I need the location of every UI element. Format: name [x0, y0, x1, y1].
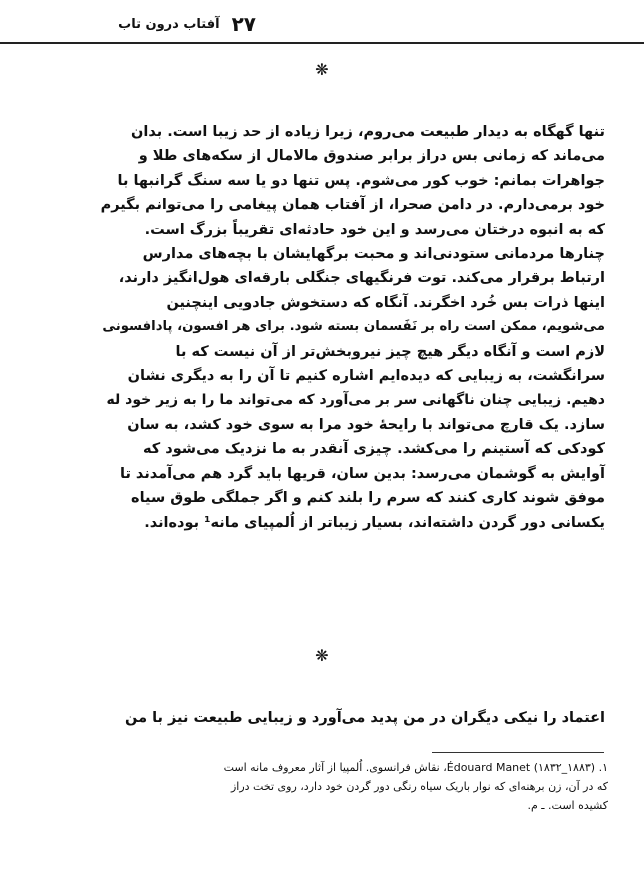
- text-line: آوایش به گوشمان می‌رسد: بدین سان، قریها باید گرد هم می‌آمدند تا: [120, 465, 605, 482]
- text-line: می‌شویم، ممکن است راه بر نَفَسمان بسته شود. برای هر افسون، پادافسونی: [102, 319, 605, 335]
- page-number: ۲۷: [231, 12, 256, 36]
- closing-line: اعتماد را نیکی دیگران در من پدید می‌آورد و زیبایی طبیعت نیز با من: [125, 710, 605, 726]
- text-line: چنارها مردمانی ستودنی‌اند و محبت برگهایشان با بچه‌های مدارس: [142, 246, 605, 263]
- section-ornament-mid: ❋: [315, 646, 329, 665]
- text-line: اینها ذرات بس خُرد اخگرند. آنگاه که دستخوش جادویی اینچنین: [166, 294, 605, 311]
- header-rule: [0, 42, 644, 44]
- footnote-line: که در آن، زن برهنه‌ای که نوار باریک سیاه رنگی دور گردن خود دارد، روی تخت دراز: [230, 780, 608, 793]
- text-line: جواهرات بمانم: خوب کور می‌شوم. پس تنها دو یا سه سنگ گرانبها با: [117, 172, 605, 189]
- text-line: خود برمی‌دارم. در دامن صحرا، از آفتاب همان پیغامی را می‌توانم بگیرم: [100, 197, 605, 214]
- section-ornament-top: ❋: [315, 60, 329, 79]
- text-line: لازم است و آنگاه دیگر هیچ چیز نیروبخش‌تر از آن نیست که با: [175, 343, 605, 360]
- footnote: [96, 758, 608, 815]
- text-line: که به انبوه درختان می‌رسد و این خود حادثه‌ای تقریباً بزرگ است.: [144, 221, 605, 238]
- text-line: کودکی که آستینم را می‌کشد. چیزی آنقدر به ما نزدیک می‌شود که: [143, 441, 605, 458]
- text-line: موفق شوند کاری کنند که سرم را بلند کنم و اگر جملگی طوق سیاه: [131, 490, 605, 507]
- running-title: آفتاب درون تاب: [118, 16, 220, 32]
- footnote-line: کشیده است. ـ م.: [527, 799, 608, 812]
- text-line: سرانگشت، به زیبایی که دیده‌ایم اشاره کنیم تا آن را به دیگری نشان: [127, 368, 605, 385]
- text-line: می‌ماند که زمانی بس دراز برابر صندوق مالامال از سکه‌های طلا و: [138, 148, 605, 165]
- text-line: یکسانی دور گردن داشته‌اند، بسیار زیباتر از اُلمپیای مانه¹ بوده‌اند.: [144, 514, 605, 531]
- text-line: ارتباط برقرار می‌کند. توت فرنگیهای جنگلی بارقه‌ای هول‌انگیز دارند،: [118, 270, 605, 287]
- footnote-rule: [432, 752, 604, 753]
- body-paragraph: [100, 120, 605, 535]
- text-line: تنها گهگاه به دیدار طبیعت می‌روم، زیرا زیاده از حد زیبا است. بدان: [131, 124, 605, 140]
- running-header: [80, 10, 256, 38]
- footnote-line: ۱. Édouard Manet (۱۸۳۲_۱۸۸۳)، نقاش فرانسوی. اُلمپیا از آثار معروف مانه است: [223, 761, 608, 774]
- text-line: دهیم. زیبایی چنان ناگهانی سر بر می‌آورد که می‌تواند ما را به زیر خود له: [106, 392, 605, 409]
- text-line: سازد. یک قارچ می‌تواند با رایحهٔ خود مرا به سوی خود کشد، به سان: [127, 416, 605, 433]
